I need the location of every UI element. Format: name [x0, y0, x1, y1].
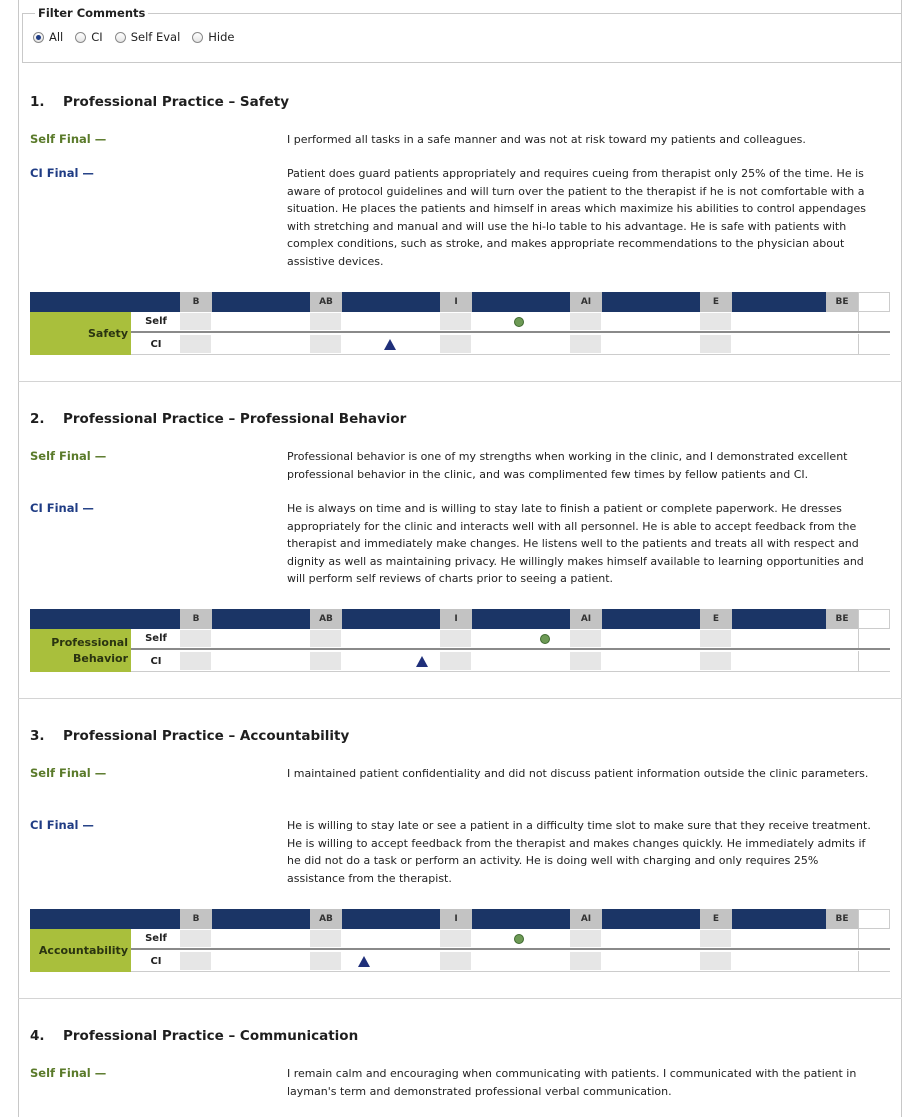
grid-cell-end — [858, 334, 890, 354]
grid-cell — [440, 335, 471, 353]
grid-header-e: E — [700, 292, 732, 312]
grid-cell — [570, 652, 601, 670]
ci-rating-marker — [384, 339, 396, 350]
self-final-label: Self Final — — [30, 449, 107, 463]
grid-row-self — [131, 929, 890, 950]
grid-cell — [310, 335, 341, 353]
grid-header-b: B — [180, 909, 212, 929]
grid-header-bar — [602, 609, 700, 629]
grid-criterion-label: Safety — [30, 312, 131, 355]
grid-header-bar — [212, 909, 310, 929]
radio-icon[interactable] — [192, 32, 203, 43]
self-rating-marker — [514, 317, 524, 327]
rating-grid-accountability — [30, 909, 890, 972]
ci-final-text: He is willing to stay late or see a patient in a difficulty time slot to make sure that they receive treatment. He is willing to accept feedback from the therapist and makes changes quickly. He immediately admits if he did not do a task or perform an activity. He is doing well with charging and only requires 25% assistance from the therapist. — [287, 819, 871, 885]
grid-header-i: I — [440, 292, 472, 312]
section-divider — [18, 381, 902, 382]
grid-cell — [700, 630, 731, 647]
grid-header-end — [858, 609, 890, 629]
grid-header — [30, 609, 890, 629]
grid-cell — [440, 930, 471, 947]
grid-header-end — [858, 909, 890, 929]
filter-option-self-eval[interactable]: Self Eval — [115, 30, 181, 44]
grid-cell — [310, 313, 341, 330]
grid-header-bar — [732, 609, 826, 629]
grid-header-bar — [342, 909, 440, 929]
grid-header-bar — [30, 909, 180, 929]
ci-rating-marker — [358, 956, 370, 967]
grid-header-ab: AB — [310, 292, 342, 312]
section-divider — [18, 998, 902, 999]
grid-cell — [700, 652, 731, 670]
grid-cell — [570, 930, 601, 947]
grid-criterion-label: Accountability — [30, 929, 131, 972]
grid-header-be: BE — [826, 292, 858, 312]
grid-header-be: BE — [826, 909, 858, 929]
grid-header-bar — [342, 609, 440, 629]
self-rating-marker — [540, 634, 550, 644]
grid-cell-end — [858, 951, 890, 971]
grid-row-label: Self — [145, 316, 167, 327]
grid-header-bar — [602, 292, 700, 312]
grid-header-e: E — [700, 909, 732, 929]
grid-header-bar — [602, 909, 700, 929]
self-final-text: I maintained patient confidentiality and did not discuss patient information outside the clinic parameters. — [287, 767, 869, 780]
grid-cell-end — [858, 312, 890, 331]
ci-final-label: CI Final — — [30, 501, 94, 515]
self-final-label: Self Final — — [30, 1066, 107, 1080]
grid-header-bar — [472, 909, 570, 929]
grid-header — [30, 909, 890, 929]
section-divider — [18, 698, 902, 699]
section-title: 2. Professional Practice – Professional Behavior — [30, 411, 407, 427]
grid-header-bar — [732, 909, 826, 929]
grid-header-bar — [342, 292, 440, 312]
grid-header-ai: AI — [570, 609, 602, 629]
grid-cell — [310, 930, 341, 947]
grid-header-bar — [472, 609, 570, 629]
filter-option-all[interactable]: All — [33, 30, 63, 44]
grid-header-bar — [212, 609, 310, 629]
grid-header-bar — [732, 292, 826, 312]
grid-cell — [440, 630, 471, 647]
grid-cell — [310, 952, 341, 970]
grid-cell — [570, 313, 601, 330]
grid-header-i: I — [440, 909, 472, 929]
grid-row-label: CI — [150, 955, 162, 967]
grid-cell — [180, 652, 211, 670]
grid-cell — [180, 335, 211, 353]
grid-cell — [570, 952, 601, 970]
filter-option-hide[interactable]: Hide — [192, 30, 234, 44]
grid-cell — [570, 335, 601, 353]
self-rating-marker — [514, 934, 524, 944]
grid-header-b: B — [180, 292, 212, 312]
section-title: 4. Professional Practice – Communication — [30, 1028, 359, 1044]
grid-cell — [180, 313, 211, 330]
grid-criterion-label: Professional Behavior — [30, 629, 131, 672]
grid-row-ci — [131, 951, 890, 972]
grid-cell-end — [858, 629, 890, 648]
grid-cell-end — [858, 929, 890, 948]
grid-cell — [570, 630, 601, 647]
grid-header-bar — [30, 292, 180, 312]
grid-header-b: B — [180, 609, 212, 629]
section-title: 3. Professional Practice – Accountability — [30, 728, 350, 744]
ci-final-label: CI Final — — [30, 166, 94, 180]
self-final-text: I performed all tasks in a safe manner and was not at risk toward my patients and colleagues. — [287, 133, 806, 146]
grid-cell — [700, 952, 731, 970]
grid-cell — [700, 335, 731, 353]
grid-cell — [310, 652, 341, 670]
grid-row-label: Self — [145, 933, 167, 944]
grid-header-ab: AB — [310, 609, 342, 629]
grid-cell — [440, 652, 471, 670]
self-final-text: I remain calm and encouraging when communicating with patients. I communicated with the patient in layman's term and demonstrated professional verbal communication. — [287, 1067, 857, 1098]
grid-row-ci — [131, 651, 890, 672]
grid-row-ci — [131, 334, 890, 355]
radio-icon[interactable] — [33, 32, 44, 43]
grid-row-self — [131, 312, 890, 333]
radio-icon[interactable] — [75, 32, 86, 43]
grid-header-be: BE — [826, 609, 858, 629]
grid-cell — [700, 930, 731, 947]
filter-options — [33, 30, 247, 44]
ci-final-label: CI Final — — [30, 818, 94, 832]
ci-final-text: He is always on time and is willing to stay late to finish a patient or complete paperwork. He dresses appropriately for the clinic and interacts well with all personnel. He is able to accept feedback from the therapist and immediately make changes. He listens well to the patients and treats all with respect and dignity as well as maintaining privacy. He willingly makes himself available to learning opportunities and will perform self reviews of charts prior to seeing a patient. — [287, 502, 864, 585]
grid-header-ai: AI — [570, 292, 602, 312]
rating-grid-safety — [30, 292, 890, 355]
grid-header-i: I — [440, 609, 472, 629]
grid-row-label: CI — [150, 338, 162, 350]
section-title: 1. Professional Practice – Safety — [30, 94, 290, 110]
grid-header-ai: AI — [570, 909, 602, 929]
self-final-label: Self Final — — [30, 132, 107, 146]
grid-header-end — [858, 292, 890, 312]
rating-grid-professional-behavior — [30, 609, 890, 672]
self-final-label: Self Final — — [30, 766, 107, 780]
grid-row-label: CI — [150, 655, 162, 667]
grid-header — [30, 292, 890, 312]
filter-option-ci[interactable]: CI — [75, 30, 102, 44]
radio-icon[interactable] — [115, 32, 126, 43]
ci-rating-marker — [416, 656, 428, 667]
ci-final-text: Patient does guard patients appropriately and requires cueing from therapist only 25% of the time. He is aware of protocol guidelines and will turn over the patient to the therapist if he is not comfortable with a situation. He places the patients and himself in areas which maximize his abilities to control appendages with stretching and manual and will use the hi-lo table to his advantage. He is safe with patients with complex conditions, such as stroke, and makes appropriate recommendations to the physician about assistive devices. — [287, 167, 866, 268]
grid-cell — [180, 952, 211, 970]
grid-header-bar — [30, 609, 180, 629]
grid-header-ab: AB — [310, 909, 342, 929]
grid-cell — [700, 313, 731, 330]
grid-row-label: Self — [145, 633, 167, 644]
grid-header-e: E — [700, 609, 732, 629]
grid-cell — [310, 630, 341, 647]
grid-cell — [180, 930, 211, 947]
grid-cell — [440, 313, 471, 330]
grid-header-bar — [212, 292, 310, 312]
grid-header-bar — [472, 292, 570, 312]
filter-legend: Filter Comments — [35, 6, 148, 20]
self-final-text: Professional behavior is one of my strengths when working in the clinic, and I demonstrated excellent professional behavior in the clinic, and was complimented few times by fellow patients and CI. — [287, 450, 848, 481]
grid-cell-end — [858, 651, 890, 671]
grid-row-self — [131, 629, 890, 650]
grid-cell — [180, 630, 211, 647]
grid-cell — [440, 952, 471, 970]
filter-comments-box — [22, 6, 902, 63]
